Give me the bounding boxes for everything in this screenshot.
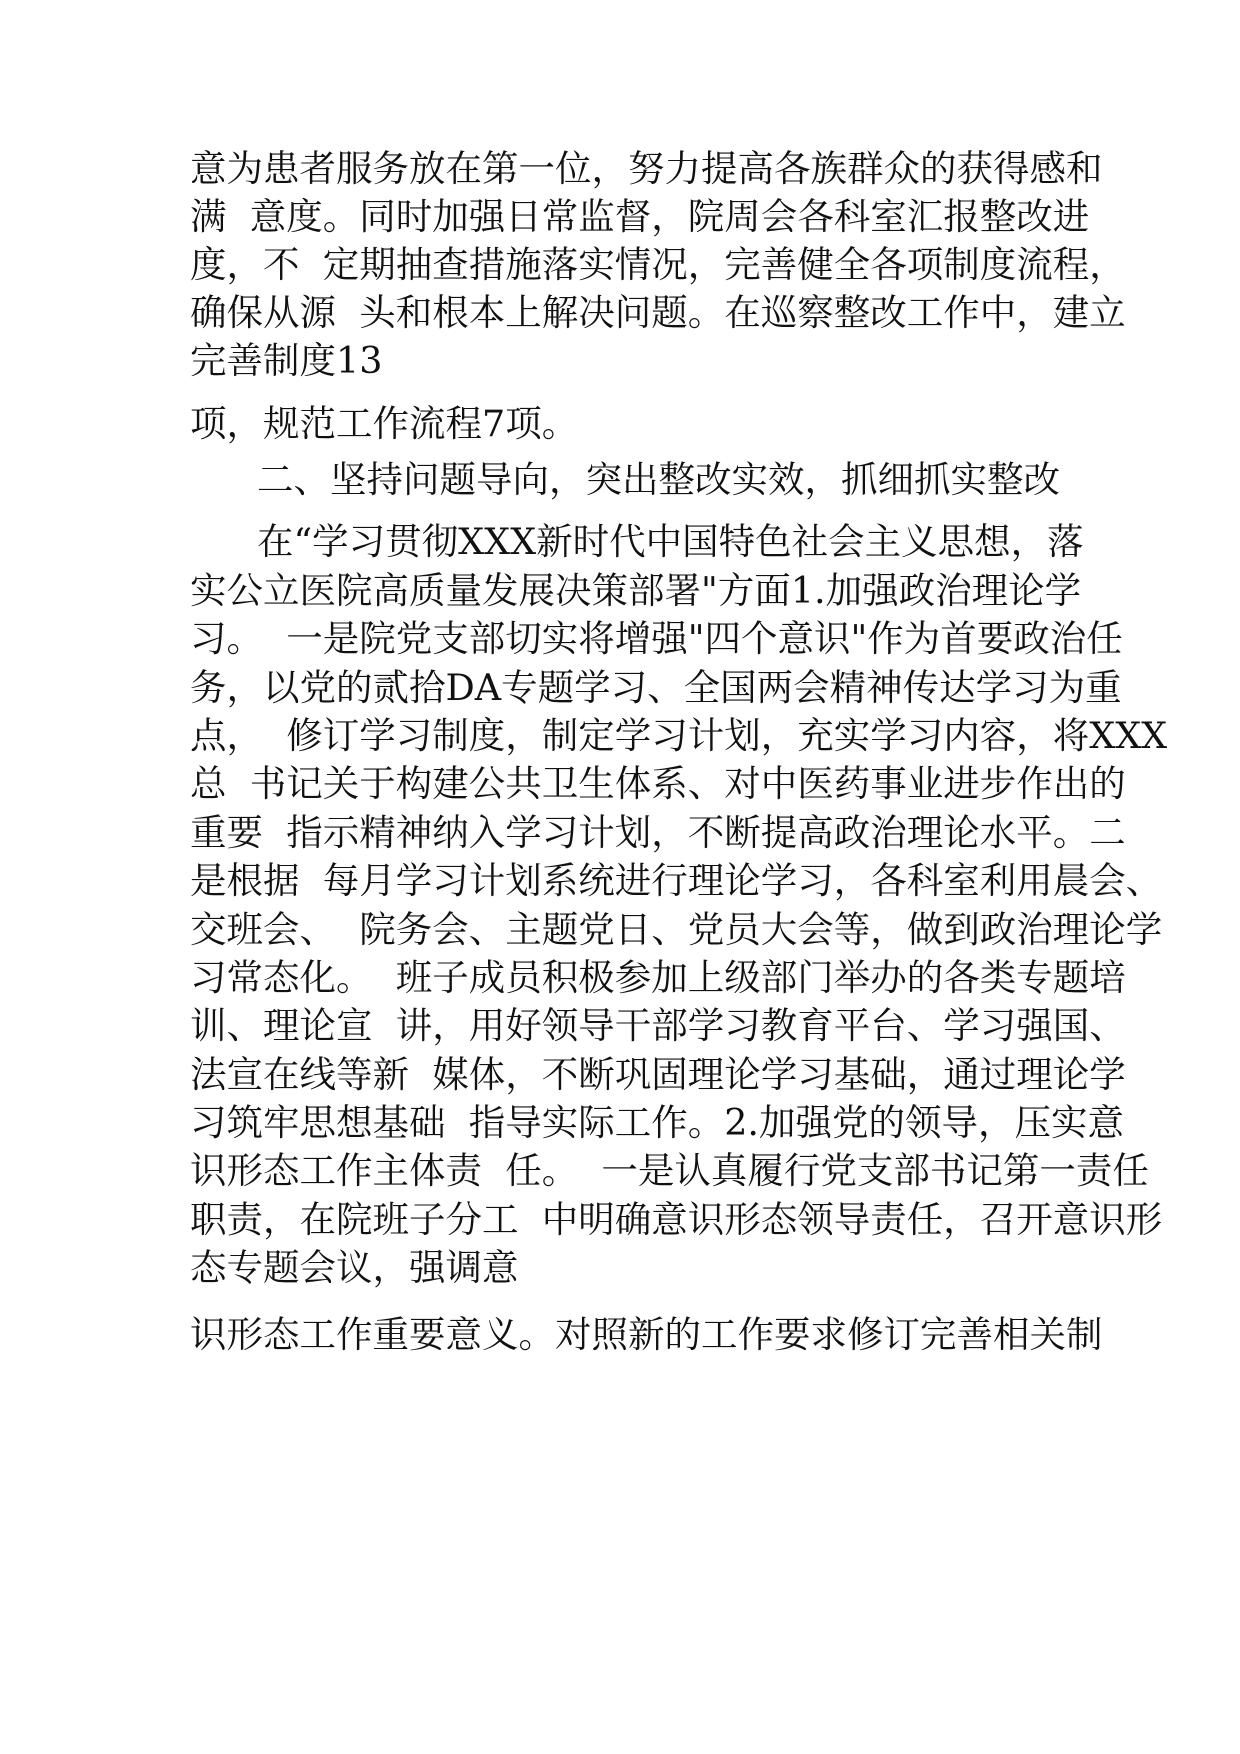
body-text-line: 项，规范工作流程7项。 [190, 402, 579, 445]
body-text-line: 态专题会议，强调意 [190, 1246, 519, 1289]
section-heading: 二、坚持问题导向，突出整改实效，抓细抓实整改 [257, 458, 1060, 501]
body-text-line: 满 意度。同时加强日常监督，院周会各科室汇报整改进 [190, 195, 1090, 238]
body-text-line: 职责，在院班子分工 中明确意识形态领导责任，召开意识形 [190, 1198, 1163, 1241]
body-text-line: 训、理论宣 讲，用好领导干部学习教育平台、学习强国、 [190, 1004, 1126, 1047]
body-text-line: 点， 修订学习制度，制定学习计划，充实学习内容，将XXX [190, 714, 1168, 757]
body-text-line: 习常态化。 班子成员积极参加上级部门举办的各类专题培 [190, 956, 1126, 999]
body-text-line: 完善制度13 [190, 339, 383, 382]
body-text-line: 在“学习贯彻XXX新时代中国特色社会主义思想，落 [257, 520, 1084, 563]
body-text-line: 总 书记关于构建公共卫生体系、对中医药事业进步作出的 [190, 762, 1126, 805]
body-text-line: 重要 指示精神纳入学习计划，不断提高政治理论水平。二 [190, 811, 1126, 854]
body-text-line: 习。 一是院党支部切实将增强"四个意识"作为首要政治任 [190, 617, 1123, 660]
body-text-line: 法宣在线等新 媒体，不断巩固理论学习基础，通过理论学 [190, 1053, 1126, 1096]
body-text-line: 务，以党的贰拾DA专题学习、全国两会精神传达学习为重 [190, 666, 1122, 709]
body-text-line: 意为患者服务放在第一位，努力提高各族群众的获得感和 [190, 147, 1103, 190]
body-text-line: 是根据 每月学习计划系统进行理论学习，各科室利用晨会、 [190, 859, 1163, 902]
body-text-line: 度，不 定期抽查措施落实情况，完善健全各项制度流程， [190, 243, 1126, 286]
body-text-line: 习筑牢思想基础 指导实际工作。2.加强党的领导，压实意 [190, 1101, 1125, 1144]
body-text-line: 识形态工作主体责 任。 一是认真履行党支部书记第一责任 [190, 1149, 1149, 1192]
body-text-line: 交班会、 院务会、主题党日、党员大会等，做到政治理论学 [190, 908, 1163, 951]
body-text-line: 识形态工作重要意义。对照新的工作要求修订完善相关制 [190, 1313, 1103, 1356]
body-text-line: 确保从源 头和根本上解决问题。在巡察整改工作中，建立 [190, 291, 1126, 334]
body-text-line: 实公立医院高质量发展决策部署"方面1.加强政治理论学 [190, 569, 1082, 612]
